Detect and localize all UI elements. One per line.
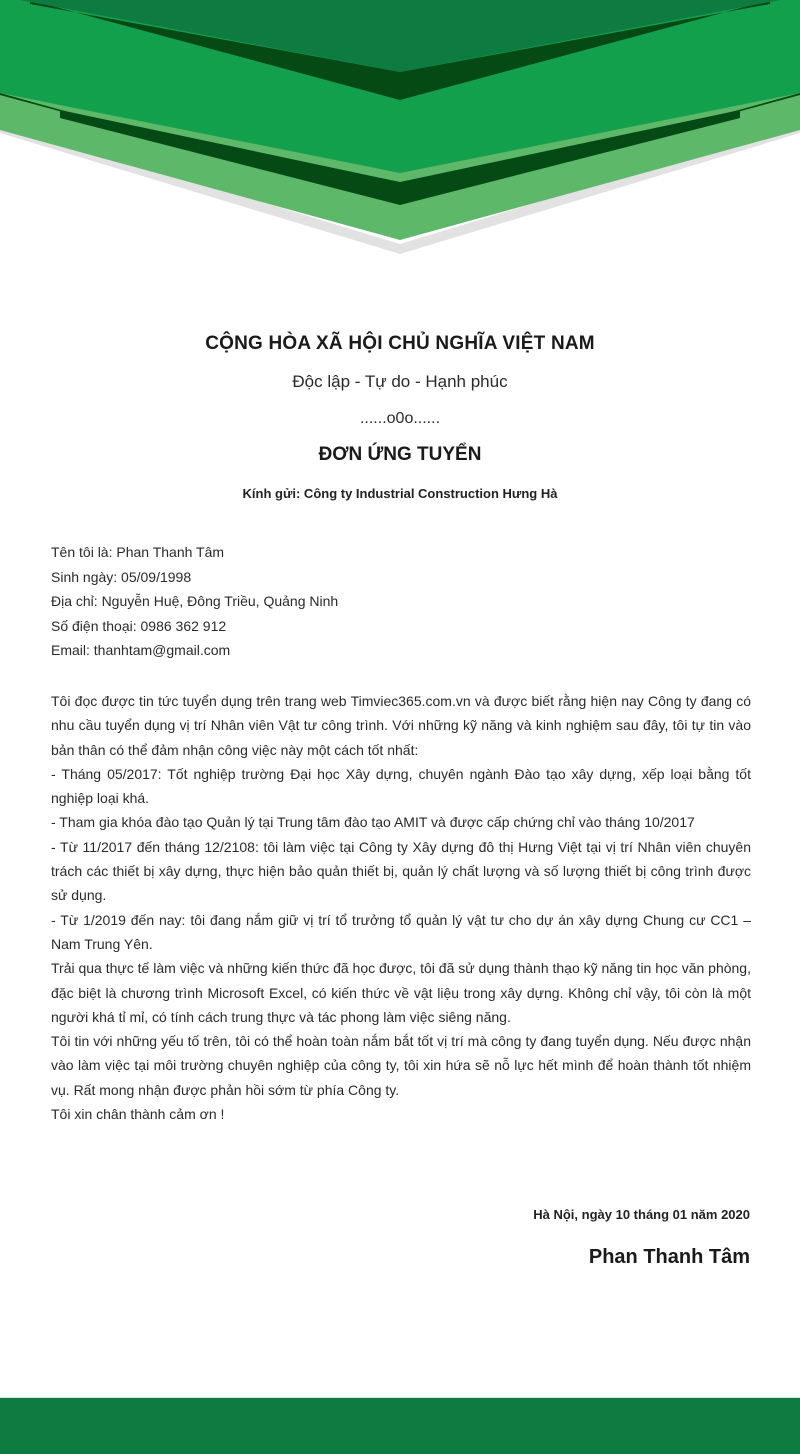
applicant-info <box>51 540 338 663</box>
header-chevron-decoration <box>0 0 800 260</box>
signature-name: Phan Thanh Tâm <box>588 1246 750 1268</box>
paragraph-training: - Tham gia khóa đào tạo Quản lý tại Trung tâm đào tạo AMIT và được cấp chứng chỉ vào tháng 10/2017 <box>51 814 695 831</box>
applicant-address: Địa chỉ: Nguyễn Huệ, Đông Triều, Quảng Ninh <box>51 593 339 609</box>
recipient-line: Kính gửi: Công ty Industrial Construction Hưng Hà <box>242 486 558 501</box>
footer-bar <box>0 1397 800 1454</box>
paragraph-commitment: Tôi tin với những yếu tố trên, tôi có thể hoàn toàn nắm bắt tốt vị trí mà công ty đang tuyển dụng. Nếu được nhận vào làm việc tại môi trường chuyên nghiệp của công ty, tôi xin hứa sẽ nỗ lực hết mình để hoàn thành tốt nhiệm vụ. Rất mong nhận được phản hồi sớm từ phía Công ty. <box>51 1033 751 1098</box>
document-title: ĐƠN ỨNG TUYỂN <box>318 444 482 465</box>
applicant-name: Tên tôi là: Phan Thanh Tâm <box>51 544 225 560</box>
paragraph-skills: Trải qua thực tế làm việc và những kiến thức đã học được, tôi đã sử dụng thành thạo kỹ năng tin học văn phòng, đặc biệt là chương trình Microsoft Excel, có kiến thức về vật liệu trong xây dựng. Không chỉ vậy, tôi còn là một người khá tỉ mỉ, có tính cách trung thực và tác phong làm việc siêng năng. <box>51 960 751 1025</box>
nation-heading: CỘNG HÒA XÃ HỘI CHỦ NGHĨA VIỆT NAM <box>205 333 595 354</box>
letter-body <box>51 689 751 1126</box>
applicant-dob: Sinh ngày: 05/09/1998 <box>51 568 192 585</box>
paragraph-education: - Tháng 05/2017: Tốt nghiệp trường Đại học Xây dựng, chuyên ngành Đào tạo xây dựng, xếp loại bằng tốt nghiệp loại khá. <box>51 765 751 807</box>
applicant-phone: Số điện thoại: 0986 362 912 <box>51 617 227 634</box>
paragraph-thanks: Tôi xin chân thành cảm ơn ! <box>51 1106 225 1123</box>
ornament-divider: ......o0o...... <box>359 410 441 427</box>
motto: Độc lập - Tự do - Hạnh phúc <box>292 372 508 391</box>
paragraph-experience-1: - Từ 11/2017 đến tháng 12/2108: tôi làm việc tại Công ty Xây dựng đô thị Hưng Việt tại vị trí Nhân viên chuyên trách các thiết bị xây dựng, thực hiện bảo quản thiết bị, quản lý chất lượng và số lượng thiết bị công trình được sử dụng. <box>51 838 751 904</box>
paragraph-intro: Tôi đọc được tin tức tuyển dụng trên trang web Timviec365.com.vn và được biết rằng hiện nay Công ty đang có nhu cầu tuyển dụng vị trí Nhân viên Vật tư công trình. Với những kỹ năng và kinh nghiệm sau đây, tôi tự tin vào bản thân có thể đảm nhận công việc này một cách tốt nhất: <box>51 693 751 758</box>
applicant-email: Email: thanhtam@gmail.com <box>51 642 231 658</box>
date-line: Hà Nội, ngày 10 tháng 01 năm 2020 <box>533 1207 750 1222</box>
paragraph-experience-2: - Từ 1/2019 đến nay: tôi đang nắm giữ vị trí tổ trưởng tổ quản lý vật tư cho dự án xây dựng Chung cư CC1 – Nam Trung Yên. <box>51 911 751 952</box>
